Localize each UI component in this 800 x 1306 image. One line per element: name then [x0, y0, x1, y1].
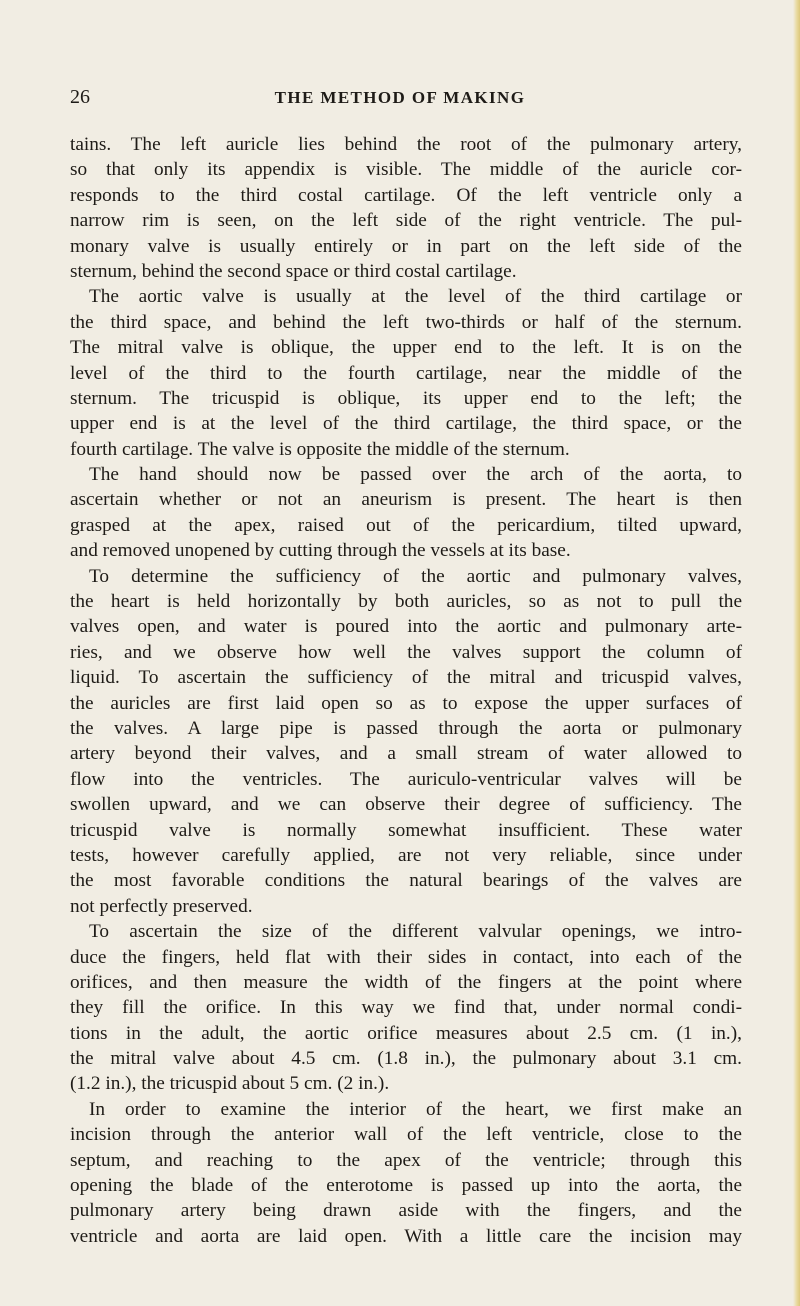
text-line: they fill the orifice. In this way we find that, under normal condi- [70, 997, 742, 1019]
text-line: flow into the ventricles. The auriculo-ventricular valves will be [70, 768, 742, 790]
text-line: septum, and reaching to the apex of the ventricle; through this [70, 1149, 742, 1171]
text-line: valves open, and water is poured into the aortic and pulmonary arte- [70, 616, 742, 638]
paragraph [70, 462, 742, 564]
text-line: fourth cartilage. The valve is opposite the middle of the sternum. [70, 438, 570, 460]
body-text [70, 132, 742, 1249]
text-line: (1.2 in.), the tricuspid about 5 cm. (2 in.). [70, 1073, 390, 1095]
text-line: ventricle and aorta are laid open. With a little care the incision may [70, 1225, 742, 1247]
text-line: responds to the third costal cartilage. Of the left ventricle only a [70, 184, 742, 206]
text-line: To determine the sufficiency of the aortic and pulmonary valves, [89, 565, 742, 587]
text-line: narrow rim is seen, on the left side of the right ventricle. The pul- [70, 210, 742, 232]
paragraph [70, 919, 742, 1097]
text-line: In order to examine the interior of the heart, we first make an [89, 1098, 742, 1120]
text-line: the heart is held horizontally by both auricles, so as not to pull the [70, 591, 742, 613]
text-line: tricuspid valve is normally somewhat insufficient. These water [70, 819, 742, 841]
text-line: The aortic valve is usually at the level of the third cartilage or [89, 286, 742, 308]
text-line: the valves. A large pipe is passed through the aorta or pulmonary [70, 717, 742, 739]
text-line: To ascertain the size of the different valvular openings, we intro- [89, 921, 742, 943]
text-line: so that only its appendix is visible. The middle of the auricle cor- [70, 159, 742, 181]
text-line: level of the third to the fourth cartilage, near the middle of the [70, 362, 742, 384]
paragraph [70, 284, 742, 462]
text-line: tains. The left auricle lies behind the root of the pulmonary artery, [70, 134, 742, 155]
text-line: the auricles are first laid open so as to expose the upper surfaces of [70, 692, 742, 714]
page-header [0, 86, 800, 114]
paragraph [70, 132, 742, 284]
text-line: The hand should now be passed over the arch of the aorta, to [89, 464, 742, 486]
paragraph [70, 564, 742, 919]
text-line: and removed unopened by cutting through the vessels at its base. [70, 540, 571, 562]
text-line: tions in the adult, the aortic orifice measures about 2.5 cm. (1 in.), [70, 1022, 742, 1044]
text-line: sternum. The tricuspid is oblique, its upper end to the left; the [70, 387, 742, 409]
text-line: orifices, and then measure the width of the fingers at the point where [70, 971, 742, 993]
text-line: upper end is at the level of the third cartilage, the third space, or the [70, 413, 742, 435]
page-number: 26 [70, 86, 90, 108]
text-line: the most favorable conditions the natural bearings of the valves are [70, 870, 742, 892]
text-line: tests, however carefully applied, are not very reliable, since under [70, 844, 742, 866]
text-line: ascertain whether or not an aneurism is present. The heart is then [70, 489, 742, 511]
text-line: the mitral valve about 4.5 cm. (1.8 in.), the pulmonary about 3.1 cm. [70, 1048, 742, 1070]
text-line: sternum, behind the second space or third costal cartilage. [70, 260, 517, 282]
page-edge [793, 0, 800, 1306]
text-line: duce the fingers, held flat with their sides in contact, into each of the [70, 946, 742, 968]
text-line: artery beyond their valves, and a small stream of water allowed to [70, 743, 742, 765]
text-line: swollen upward, and we can observe their degree of sufficiency. The [70, 794, 742, 816]
text-line: opening the blade of the enterotome is passed up into the aorta, the [70, 1175, 742, 1197]
text-line: not perfectly preserved. [70, 895, 253, 917]
paragraph [70, 1097, 742, 1249]
text-line: ries, and we observe how well the valves support the column of [70, 641, 742, 663]
text-line: liquid. To ascertain the sufficiency of the mitral and tricuspid valves, [70, 667, 742, 689]
text-line: The mitral valve is oblique, the upper end to the left. It is on the [70, 337, 742, 359]
text-line: grasped at the apex, raised out of the pericardium, tilted upward, [70, 514, 742, 536]
text-line: pulmonary artery being drawn aside with the fingers, and the [70, 1200, 742, 1222]
text-line: monary valve is usually entirely or in part on the left side of the [70, 235, 742, 257]
text-line: incision through the anterior wall of the left ventricle, close to the [70, 1124, 742, 1146]
running-head: THE METHOD OF MAKING [274, 88, 526, 107]
text-line: the third space, and behind the left two-thirds or half of the sternum. [70, 311, 742, 333]
